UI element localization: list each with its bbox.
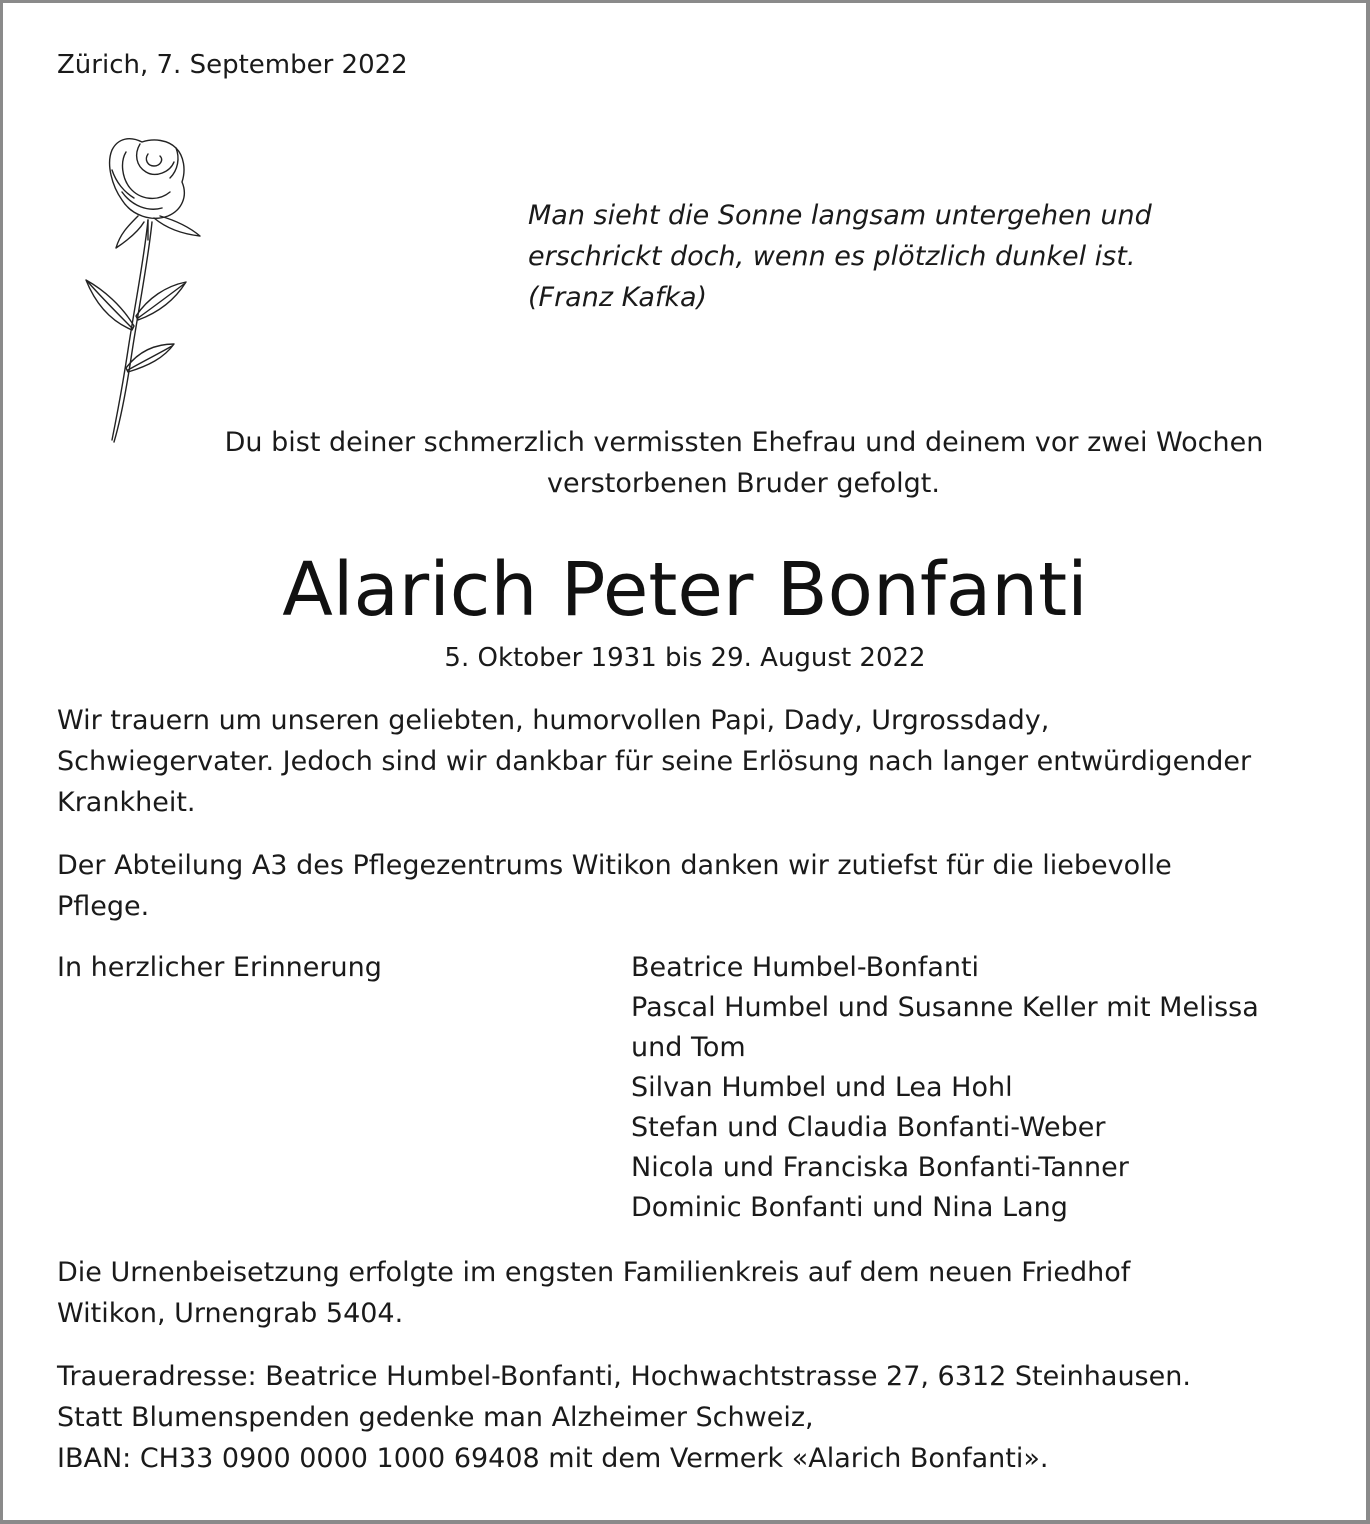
paragraph-line: Schwiegervater. Jedoch sind wir dankbar für seine Erlösung nach langer entwürdigender xyxy=(57,746,1252,777)
intro-line: Du bist deiner schmerzlich vermissten Ehefrau und deinem vor zwei Wochen xyxy=(224,427,1264,458)
quote-line: Man sieht die Sonne langsam untergehen und xyxy=(528,200,1152,231)
date-line: Zürich, 7. September 2022 xyxy=(57,50,408,80)
thanks-paragraph xyxy=(57,845,1172,927)
mourning-paragraph xyxy=(57,700,1251,823)
family-member: Stefan und Claudia Bonfanti-Weber xyxy=(631,1112,1106,1143)
family-member: Beatrice Humbel-Bonfanti xyxy=(631,952,980,983)
family-member: Pascal Humbel und Susanne Keller mit Melissa xyxy=(631,992,1259,1023)
family-member: Silvan Humbel und Lea Hohl xyxy=(631,1072,1013,1103)
family-member: Nicola und Franciska Bonfanti-Tanner xyxy=(631,1152,1129,1183)
paragraph-line: Der Abteilung A3 des Pflegezentrums Witikon danken wir zutiefst für die liebevolle xyxy=(57,850,1172,881)
life-dates: 5. Oktober 1931 bis 29. August 2022 xyxy=(444,643,926,673)
intro-line: verstorbenen Bruder gefolgt. xyxy=(547,468,940,499)
deceased-name: Alarich Peter Bonfanti xyxy=(282,547,1088,633)
paragraph-line: Krankheit. xyxy=(57,787,196,818)
intro-text xyxy=(0,422,1370,504)
paragraph-line: Wir trauern um unseren geliebten, humorvollen Papi, Dady, Urgrossdady, xyxy=(57,705,1050,736)
family-member: Dominic Bonfanti und Nina Lang xyxy=(631,1192,1068,1223)
paragraph-line: Die Urnenbeisetzung erfolgte im engsten Familienkreis auf dem neuen Friedhof xyxy=(57,1257,1131,1288)
rose-icon xyxy=(82,130,222,445)
family-member: und Tom xyxy=(631,1032,746,1063)
quote xyxy=(528,195,1152,318)
paragraph-line: Statt Blumenspenden gedenke man Alzheimer Schweiz, xyxy=(57,1402,814,1433)
paragraph-line: Traueradresse: Beatrice Humbel-Bonfanti, Hochwachtstrasse 27, 6312 Steinhausen. xyxy=(57,1361,1191,1392)
family-list xyxy=(631,948,1259,1228)
address-paragraph xyxy=(57,1356,1191,1479)
quote-author: (Franz Kafka) xyxy=(528,282,708,313)
quote-line: erschrickt doch, wenn es plötzlich dunkel ist. xyxy=(528,241,1136,272)
paragraph-line: Witikon, Urnengrab 5404. xyxy=(57,1298,404,1329)
burial-paragraph xyxy=(57,1252,1130,1334)
paragraph-line: IBAN: CH33 0900 0000 1000 69408 mit dem Vermerk «Alarich Bonfanti». xyxy=(57,1443,1049,1474)
closing-label: In herzlicher Erinnerung xyxy=(57,952,382,983)
paragraph-line: Pflege. xyxy=(57,891,150,922)
